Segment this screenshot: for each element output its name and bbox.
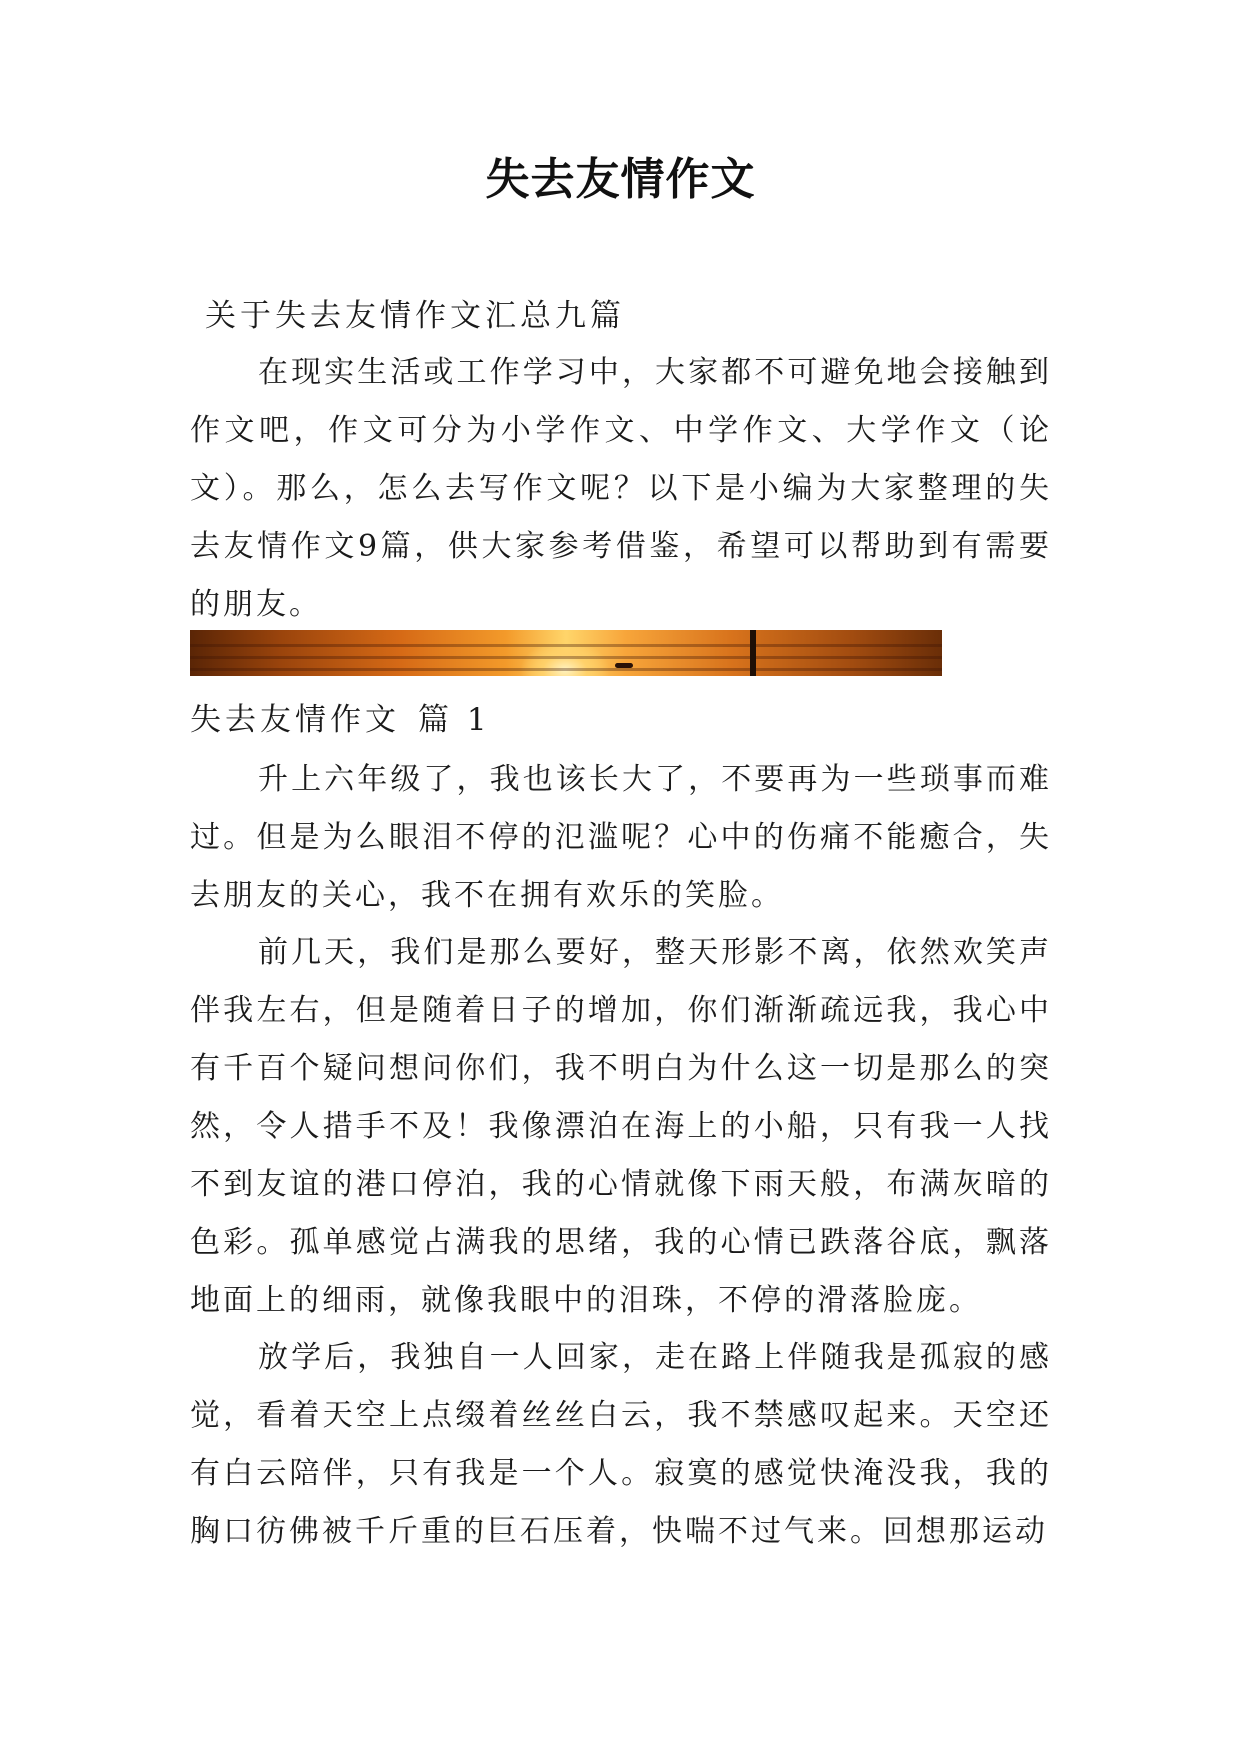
section-heading [190,696,491,744]
water-ripple [190,668,942,671]
intro-paragraph: 在现实生活或工作学习中，大家都不可避免地会接触到作文吧，作文可分为小学作文、中学作文、大学作文（论文）。那么，怎么去写作文呢？以下是小编为大家整理的失去友情作文9篇，供大家参考借鉴，希望可以帮助到有需要的朋友。 [190,355,1052,622]
boat-silhouette [615,663,633,668]
section-heading-title: 失去友情作文 [190,702,400,738]
pole-silhouette [750,630,756,676]
water-ripple [190,656,942,659]
water-ripple [190,644,942,647]
essay-paragraph: 前几天，我们是那么要好，整天形影不离，依然欢笑声伴我左右，但是随着日子的增加，你们渐渐疏远我，我心中有千百个疑问想问你们，我不明白为什么这一切是那么的突然，令人措手不及！我像漂泊在海上的小船，只有我一人找不到友谊的港口停泊，我的心情就像下雨天般，布满灰暗的色彩。孤单感觉占满我的思绪，我的心情已跌落谷底，飘落地面上的细雨，就像我眼中的泪珠，不停的滑落脸庞。 [190,935,1052,1318]
essay-paragraph: 升上六年级了，我也该长大了，不要再为一些琐事而难过。但是为么眼泪不停的氾滥呢？心中的伤痛不能癒合，失去朋友的关心，我不在拥有欢乐的笑脸。 [190,762,1052,913]
document-subtitle: 关于失去友情作文汇总九篇 [205,298,625,334]
section-heading-number: 篇 1 [418,702,491,738]
document-title: 失去友情作文 [485,154,756,205]
sunset-banner-image [190,630,942,676]
essay-paragraph: 放学后，我独自一人回家，走在路上伴随我是孤寂的感觉，看着天空上点缀着丝丝白云，我不禁感叹起来。天空还有白云陪伴，只有我是一个人。寂寞的感觉快淹没我，我的胸口彷佛被千斤重的巨石压着，快喘不过气来。回想那运动 [190,1340,1052,1549]
